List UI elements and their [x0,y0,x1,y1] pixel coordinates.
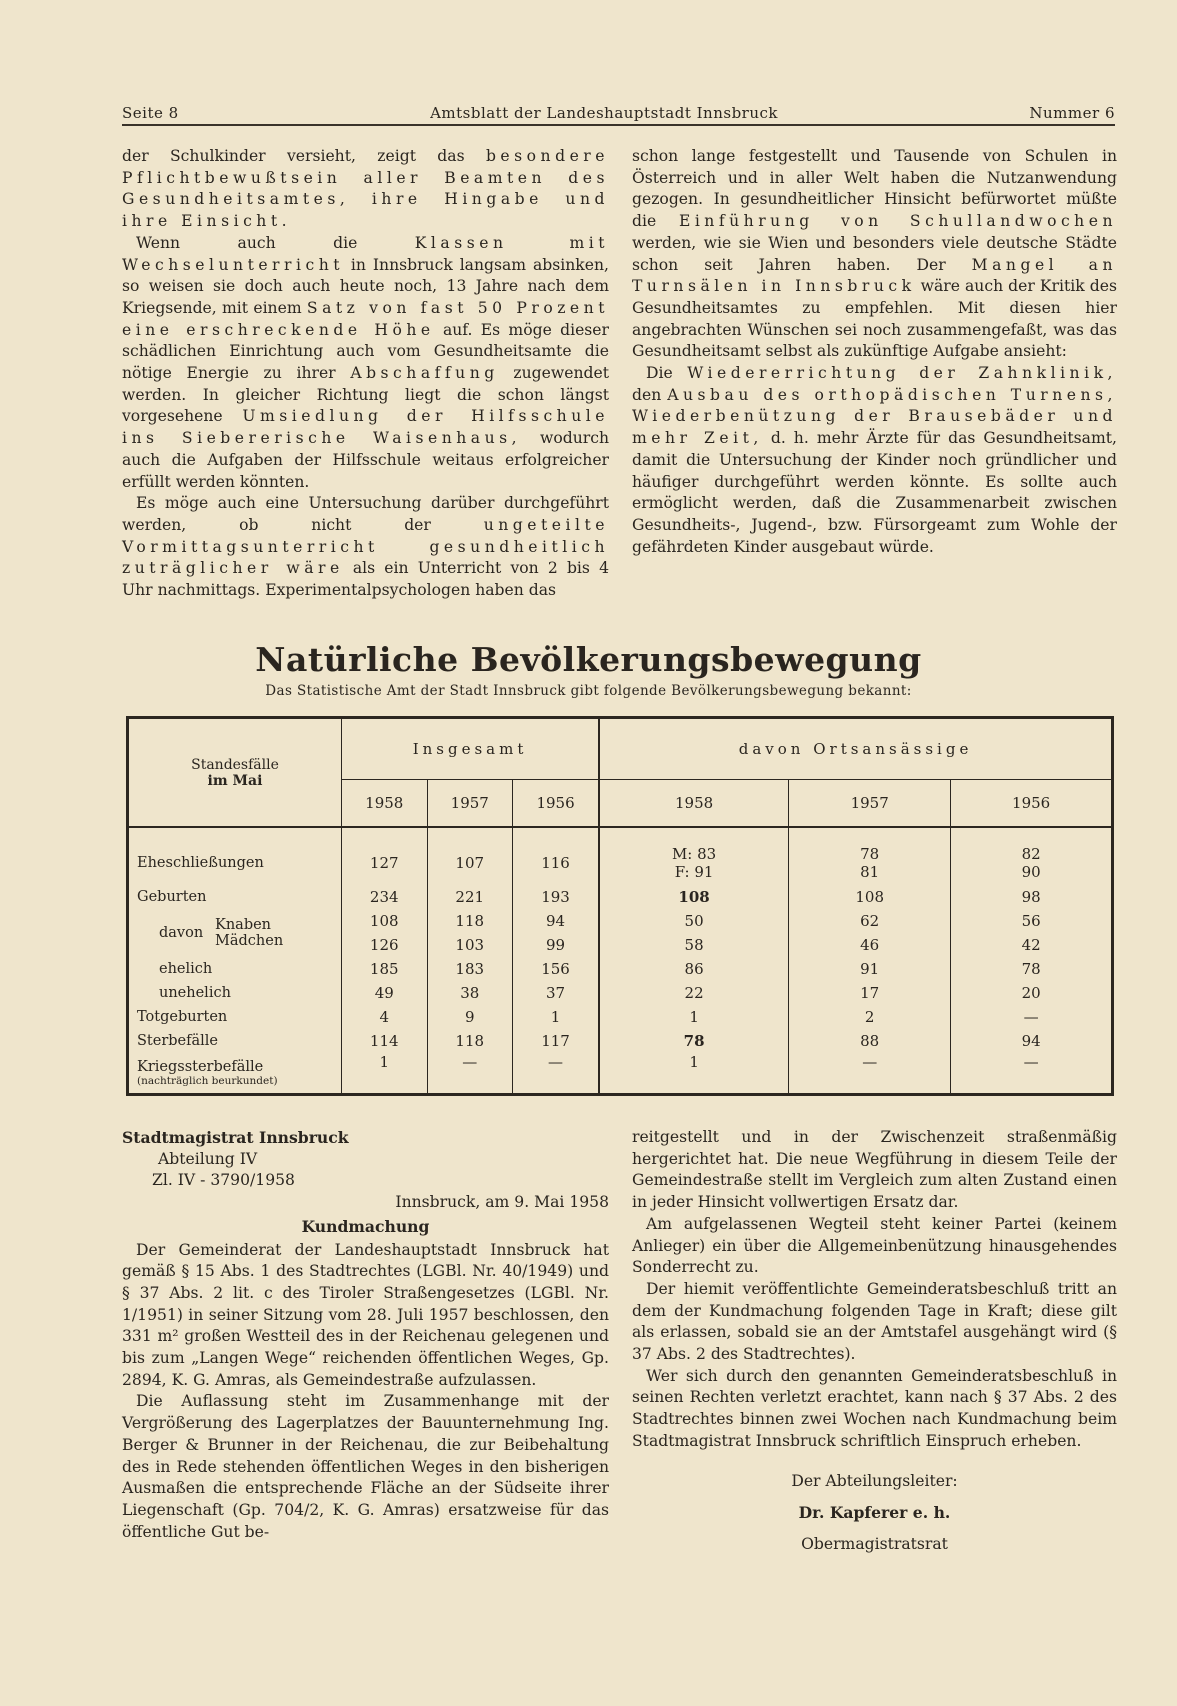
table-row: Kriegssterbefälle (nachträglich beurkundet) 1 — — 1 — — [129,1053,1111,1093]
paragraph: Die Auflassung steht im Zusammenhange mit der Vergrößerung des Lagerplatzes der Bauunternehmung Ing. Berger & Brunner in der Reichenau, die zur Beibehaltung des in Rede stehenden öffentlichen Weges in den bisherigen Ausmaßen die entsprechende Fläche an der Südseite ihrer Liegenschaft (Gp. 704/2, K. G. Amras) ersatzweise für das öffentliche Gut be- [122,1392,609,1541]
notice-column-right [632,1127,1117,1556]
table-row: Geburten 234 221 193 108 108 98 [129,885,1111,909]
table-row: Eheschließungen 127 107 116 M: 83 F: 91 78 81 82 90 [129,841,1111,885]
table-row: 126 103 99 58 46 42 [129,933,1111,957]
row-label: davon Knaben Mädchen [129,909,342,957]
corner-header: Standesfälle im Mai [129,719,342,827]
article-column-left [122,146,609,602]
paragraph: schon lange festgestellt und Tausende von Schulen in Österreich und in aller Welt haben die Nutzanwendung gezogen. In gesundheitlicher Hinsicht befürwortet müßte die Einführung von Schullandwochen werden, wie sie Wien und besonders viele deutsche Städte schon seit Jahren haben. Der Mangel an Turnsälen in Innsbruck wäre auch der Kritik des Gesundheitsamtes zu empfehlen. Mit diesen hier angebrachten Wünschen sei noch zusammengefaßt, was das Gesundheitsamt selbst als zukünftige Aufgabe ansieht: [632,147,1117,361]
table-row: davon Knaben Mädchen 108 118 94 50 62 56 [129,909,1111,933]
population-table [126,716,1114,1096]
notice-date: Innsbruck, am 9. Mai 1958 [395,1193,609,1212]
header-rule [122,124,1115,126]
notice-column-left [122,1127,609,1543]
row-label: ehelich [129,957,342,981]
group-header-total: Insgesamt [342,719,600,780]
table-row: Totgeburten 4 9 1 1 2 — [129,1005,1111,1029]
paragraph: Der Gemeinderat der Landeshauptstadt Innsbruck hat gemäß § 15 Abs. 1 des Stadtrechtes (LGBl. Nr. 40/1949) und § 37 Abs. 2 lit. c des Tiroler Straßengesetzes (LGBl. Nr. 1/1951) in seiner Sitzung vom 28. Juli 1957 beschlossen, den 331 m² großen Westteil des in der Reichenau gelegenen und bis zum „Langen Wege“ reichenden öffentlichen Weges, Gp. 2894, K. G. Amras, als Gemeindestraße aufzulassen. [122,1240,609,1389]
year-header: 1956 [951,780,1111,828]
row-label: Kriegssterbefälle (nachträglich beurkundet) [129,1053,342,1093]
page-header [122,96,1115,122]
row-label: unehelich [129,981,342,1005]
paragraph: Der hiemit veröffentlichte Gemeinderatsbeschluß tritt an dem der Kundmachung folgenden Tage in Kraft; diese gilt als erlassen, sobald sie an der Amtstafel ausgehängt wird (§ 37 Abs. 2 des Stadtrechtes). [632,1279,1117,1364]
issue-number: Nummer 6 [1029,104,1115,122]
publication-title: Amtsblatt der Landeshauptstadt Innsbruck [430,104,778,122]
year-header: 1958 [342,780,428,828]
paragraph: Wer sich durch den genannten Gemeinderatsbeschluß in seinen Rechten verletzt erachtet, kann nach § 37 Abs. 2 des Stadtrechtes binnen zwei Wochen nach Kundmachung beim Stadtmagistrat Innsbruck schriftlich Einspruch erheben. [632,1366,1117,1450]
notice-dept: Abteilung IV [158,1149,258,1168]
row-label: Sterbefälle [129,1029,342,1053]
year-header: 1957 [427,780,513,828]
section-title: Natürliche Bevölkerungsbewegung [255,640,922,679]
row-label: Totgeburten [129,1005,342,1029]
paragraph: Am aufgelassenen Wegteil steht keiner Partei (keinem Anlieger) ein über die Allgemeinbenützung hinausgehendes Sonderrecht zu. [632,1214,1117,1277]
table-row: unehelich 49 38 37 22 17 20 [129,981,1111,1005]
signature-title: Obermagistratsrat [801,1534,948,1553]
row-label: Geburten [129,885,342,909]
page-number: Seite 8 [122,104,179,122]
table-row: Sterbefälle 114 118 117 78 88 94 [129,1029,1111,1053]
article-column-right [632,146,1117,558]
section-subtitle: Das Statistische Amt der Stadt Innsbruck gibt folgende Bevölkerungsbewegung bekannt: [265,683,912,699]
paragraph: Es möge auch eine Untersuchung darüber durchgeführt werden, ob nicht der ungeteilte Vormittagsunterricht gesundheitlich zuträglicher wäre als ein Unterricht von 2 bis 4 Uhr nachmittags. Experimentalpsychologen haben das [122,494,609,600]
notice-org: Stadtmagistrat Innsbruck [122,1128,349,1147]
notice-heading: Kundmachung [301,1216,430,1236]
year-header: 1958 [599,780,788,828]
paragraph: der Schulkinder versieht, zeigt das besondere Pflichtbewußtsein aller Beamten des Gesundheitsamtes, ihre Hingabe und ihre Einsicht. [122,147,609,231]
year-header: 1956 [513,780,600,828]
paragraph: Wenn auch die Klassen mit Wechselunterricht in Innsbruck langsam absinken, so weisen sie doch auch heute noch, 13 Jahre nach dem Kriegsende, mit einem Satz von fast 50 Prozent eine erschreckende Höhe auf. Es möge dieser schädlichen Einrichtung auch vom Gesundheitsamte die nötige Energie zu ihrer Abschaffung zugewendet werden. In gleicher Richtung liegt die schon längst vorgesehene Umsiedlung der Hilfsschule ins Siebererische Waisenhaus, wodurch auch die Aufgaben der Hilfsschule weitaus erfolgreicher erfüllt werden könnten. [122,233,609,491]
notice-reference: Zl. IV - 3790/1958 [152,1171,295,1190]
year-header: 1957 [789,780,951,828]
table-row: ehelich 185 183 156 86 91 78 [129,957,1111,981]
signature-block [632,1471,1117,1556]
group-header-residents: davon Ortsansässige [599,719,1111,780]
paragraph: Die Wiedererrichtung der Zahnklinik, den Ausbau des orthopädischen Turnens, Wiederbenützung der Brausebäder und mehr Zeit, d. h. mehr Ärzte für das Gesundheitsamt, damit die Untersuchung der Kinder noch gründlicher und häufiger durchgeführt werden könnte. Es sollte auch ermöglicht werden, daß die Zusammenarbeit zwischen Gesundheits-, Jugend-, bzw. Fürsorgeamt zum Wohle der gefährdeten Kinder ausgebaut würde. [632,364,1117,556]
signature-name: Dr. Kapferer e. h. [798,1503,951,1523]
table-header-row [129,719,1111,780]
paragraph: reitgestellt und in der Zwischenzeit straßenmäßig hergerichtet hat. Die neue Wegführung in diesem Teile der Gemeindestraße stellt im Vergleich zum alten Zustand einen in jeder Hinsicht vollwertigen Ersatz dar. [632,1128,1117,1212]
row-label: Eheschließungen [129,841,342,885]
signature-role: Der Abteilungsleiter: [791,1471,958,1490]
